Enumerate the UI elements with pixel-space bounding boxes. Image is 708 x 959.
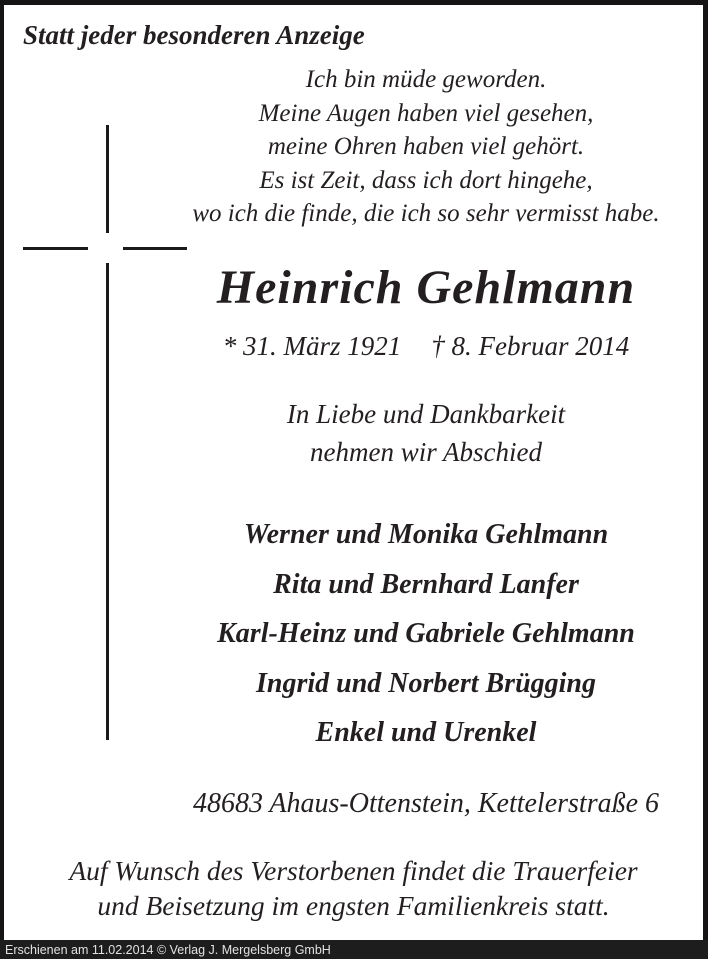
mourner-entry: Enkel und Urenkel [315, 717, 537, 748]
mourner-entry: Rita und Bernhard Lanfer [273, 568, 579, 600]
mourner-entry: Werner und Monika Gehlmann [243, 519, 609, 550]
poem-line: wo ich die finde, die ich so sehr vermisst habe. [192, 200, 660, 227]
cross-vertical-upper [106, 125, 109, 233]
closing-line: und Beisetzung im engsten Familienkreis statt. [97, 890, 610, 921]
cross-arm-left [23, 247, 88, 250]
condolence-line: nehmen wir Abschied [310, 436, 542, 467]
cross-arm-right [123, 247, 187, 250]
death-date: † 8. Februar 2014 [431, 331, 630, 361]
address: 48683 Ahaus-Ottenstein, Kettelerstraße 6 [192, 788, 660, 819]
birth-date: * 31. März 1921 [222, 331, 402, 361]
condolence-line: In Liebe und Dankbarkeit [286, 399, 566, 429]
poem-line: Es ist Zeit, dass ich dort hingehe, [259, 166, 593, 194]
deceased-name: Heinrich Gehlmann [216, 261, 636, 314]
condolence-text [150, 396, 702, 471]
memorial-poem [150, 63, 702, 231]
mourners-list [150, 510, 702, 758]
poem-line: Meine Augen haben viel gesehen, [258, 99, 594, 127]
mourner-entry: Karl-Heinz und Gabriele Gehlmann [217, 618, 635, 649]
poem-line: meine Ohren haben viel gehört. [267, 133, 585, 160]
publisher-footer [0, 940, 708, 959]
poem-line: Ich bin müde geworden. [305, 66, 547, 93]
life-dates [150, 331, 702, 362]
mourner-entry: Ingrid und Norbert Brügging [255, 667, 596, 699]
closing-text [4, 853, 703, 923]
closing-line: Auf Wunsch des Verstorbenen findet die Trauerfeier [69, 855, 638, 886]
publisher-footer-text: Erschienen am 11.02.2014 © Verlag J. Mergelsberg GmbH [5, 942, 331, 957]
notice-header: Statt jeder besonderen Anzeige [23, 20, 365, 50]
cross-vertical-lower [106, 263, 109, 740]
